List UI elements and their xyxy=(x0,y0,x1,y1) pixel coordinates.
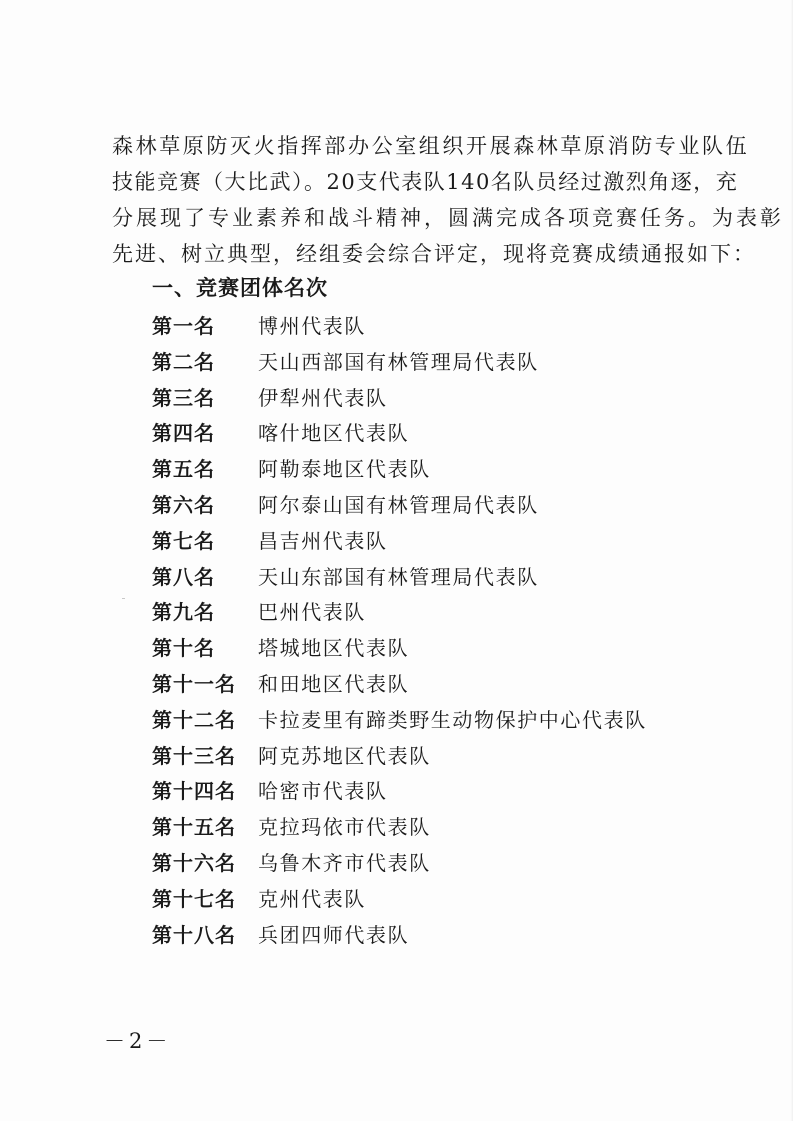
team-name: 哈密市代表队 xyxy=(258,779,388,804)
ranking-row xyxy=(152,918,647,954)
ranking-row xyxy=(152,739,647,775)
team-name: 天山西部国有林管理局代表队 xyxy=(258,349,539,374)
rank-label: 第十五名 xyxy=(152,815,236,840)
team-name: 塔城地区代表队 xyxy=(258,636,410,661)
team-name: 昌吉州代表队 xyxy=(258,528,388,553)
team-name: 兵团四师代表队 xyxy=(258,922,410,947)
intro-line: 技能竞赛（大比武）。20支代表队140名队员经过激烈角逐，充 xyxy=(112,170,739,194)
intro-paragraph xyxy=(112,128,784,272)
ranking-row xyxy=(152,810,647,846)
section-heading: 一、竞赛团体名次 xyxy=(152,276,328,300)
team-name: 喀什地区代表队 xyxy=(258,421,410,446)
team-name: 阿尔泰山国有林管理局代表队 xyxy=(258,492,539,517)
team-name: 博州代表队 xyxy=(258,314,366,338)
intro-line: 分展现了专业素养和战斗精神，圆满完成各项竞赛任务。为表彰 xyxy=(112,206,784,230)
team-name: 乌鲁木齐市代表队 xyxy=(258,850,431,875)
rank-label: 第十三名 xyxy=(152,743,236,768)
ranking-row xyxy=(152,595,647,631)
rank-label: 第十二名 xyxy=(152,707,236,732)
ranking-row xyxy=(152,416,647,452)
rank-label: 第九名 xyxy=(152,600,215,625)
rank-label: 第十七名 xyxy=(152,886,236,911)
ranking-list xyxy=(152,309,647,953)
rank-label: 第三名 xyxy=(152,385,215,410)
rank-label: 第一名 xyxy=(152,314,215,338)
team-name: 伊犁州代表队 xyxy=(258,385,388,410)
ranking-row xyxy=(152,882,647,918)
ranking-row xyxy=(152,846,647,882)
team-name: 克拉玛依市代表队 xyxy=(258,815,431,840)
team-name: 卡拉麦里有蹄类野生动物保护中心代表队 xyxy=(258,707,647,732)
ranking-row xyxy=(152,381,647,417)
ranking-row xyxy=(152,631,647,667)
team-name: 巴州代表队 xyxy=(258,600,366,625)
rank-label: 第八名 xyxy=(152,564,215,589)
team-name: 克州代表队 xyxy=(258,886,366,911)
ranking-row xyxy=(152,488,647,524)
rank-label: 第五名 xyxy=(152,457,215,482)
rank-label: 第十八名 xyxy=(152,922,236,947)
rank-label: 第十名 xyxy=(152,636,215,661)
team-name: 阿克苏地区代表队 xyxy=(258,743,431,768)
rank-label: 第十六名 xyxy=(152,850,236,875)
page-number: －2－ xyxy=(104,1029,172,1053)
ranking-row xyxy=(152,524,647,560)
rank-label: 第六名 xyxy=(152,492,215,517)
intro-line: 森林草原防灭火指挥部办公室组织开展森林草原消防专业队伍 xyxy=(112,134,750,158)
ranking-row xyxy=(152,774,647,810)
rank-label: 第二名 xyxy=(152,349,215,374)
ranking-row xyxy=(152,345,647,381)
team-name: 和田地区代表队 xyxy=(258,671,410,696)
ranking-row xyxy=(152,667,647,703)
rank-label: 第七名 xyxy=(152,528,215,553)
ranking-row xyxy=(152,560,647,596)
rank-label: 第十一名 xyxy=(152,671,236,696)
intro-line: 先进、树立典型，经组委会综合评定，现将竞赛成绩通报如下： xyxy=(112,242,756,266)
ranking-row xyxy=(152,703,647,739)
team-name: 天山东部国有林管理局代表队 xyxy=(258,564,539,589)
scan-speck xyxy=(122,598,125,599)
ranking-row xyxy=(152,452,647,488)
team-name: 阿勒泰地区代表队 xyxy=(258,457,431,482)
ranking-row xyxy=(152,309,647,345)
rank-label: 第四名 xyxy=(152,421,215,446)
rank-label: 第十四名 xyxy=(152,779,236,804)
